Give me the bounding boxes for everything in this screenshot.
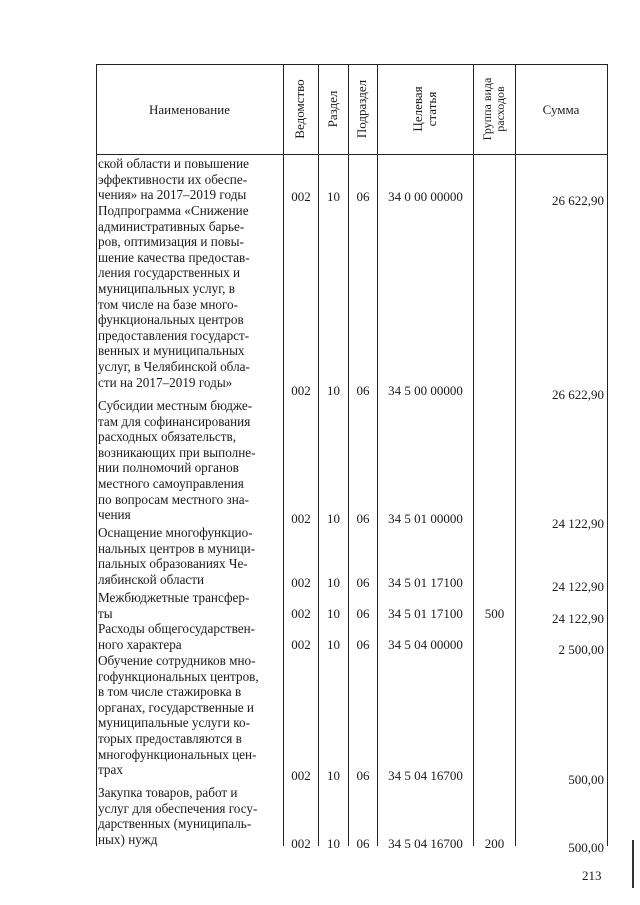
page-number: 213 <box>582 868 602 883</box>
row-target: 34 5 04 00000 <box>388 637 463 652</box>
row-dept: 002 <box>291 575 311 590</box>
column-border <box>515 64 516 846</box>
row-sum: 2 500,00 <box>558 642 604 657</box>
row-section: 10 <box>327 606 340 621</box>
row-exp-group: 200 <box>484 836 505 851</box>
row-sum: 24 122,90 <box>552 611 604 626</box>
row-dept: 002 <box>291 189 311 204</box>
row-dept: 002 <box>291 606 311 621</box>
row-subsection: 06 <box>356 511 370 526</box>
header-bottom-border <box>96 154 608 155</box>
row-sum: 26 622,90 <box>552 387 604 402</box>
row-section: 10 <box>327 189 340 204</box>
row-target: 34 5 00 00000 <box>388 383 463 398</box>
row-subsection: 06 <box>356 383 370 398</box>
row-name: Закупка товаров, работ и услуг для обеспечения госу- дарственных (муниципаль- ных) нужд <box>98 785 258 847</box>
column-border <box>607 64 608 846</box>
row-sum: 500,00 <box>568 840 604 855</box>
row-dept: 002 <box>291 511 311 526</box>
row-section: 10 <box>327 383 340 398</box>
row-subsection: 06 <box>356 189 370 204</box>
header-sum: Сумма <box>542 102 580 117</box>
column-border <box>377 64 378 846</box>
row-section: 10 <box>327 836 340 851</box>
row-name: Подпрограмма «Снижение административных барье- ров, оптимизация и повы- шение качества предостав- ления государственных и муниципальных услуг, в том числе на базе много- функциональных центров предоставления государст- венных и муниципальных услуг, в Челябинской обла- сти на 2017–2019 годы» <box>98 203 250 390</box>
row-name: Субсидии местным бюдже- там для софинансирования расходных обязательств, возникающих при выполне- нии полномочий органов местного самоуправления по вопросам местного зна- чения <box>98 398 256 523</box>
row-sum: 500,00 <box>568 772 604 787</box>
column-border <box>283 64 284 846</box>
row-sum: 24 122,90 <box>552 579 604 594</box>
header-dept: Ведомство <box>292 79 307 139</box>
row-sum: 24 122,90 <box>552 516 604 531</box>
row-name: Межбюджетные трансфер- ты <box>98 590 250 621</box>
row-sum: 26 622,90 <box>552 193 604 208</box>
row-name: ской области и повышение эффективности их обеспе- чения» на 2017–2019 годы <box>98 156 249 203</box>
header-section: Раздел <box>325 90 340 128</box>
row-target: 34 5 04 16700 <box>388 768 463 783</box>
header-subsection: Подраздел <box>354 79 369 139</box>
row-section: 10 <box>327 637 340 652</box>
row-target: 34 0 00 00000 <box>388 189 463 204</box>
row-dept: 002 <box>291 637 311 652</box>
row-subsection: 06 <box>356 637 370 652</box>
header-exp-group: Группа вида расходов <box>480 77 507 141</box>
header-target: Целевая статья <box>410 86 439 132</box>
row-subsection: 06 <box>356 575 370 590</box>
row-target: 34 5 01 17100 <box>388 606 463 621</box>
table-top-border <box>96 64 608 65</box>
row-name: Оснащение многофункцио- нальных центров в муници- пальных образованиях Че- лябинской области <box>98 525 256 587</box>
column-border <box>96 64 97 846</box>
row-section: 10 <box>327 575 340 590</box>
row-name: Расходы общегосударствен- ного характера <box>98 621 256 652</box>
scan-edge-mark <box>632 840 634 888</box>
row-dept: 002 <box>291 836 311 851</box>
row-dept: 002 <box>291 383 311 398</box>
row-section: 10 <box>327 768 340 783</box>
column-border <box>473 64 474 846</box>
row-name: Обучение сотрудников мно- гофункциональных центров, в том числе стажировка в органах, государственные и муниципальные услуги ко- торых предоставляются в многофункциональных цен- трах <box>98 653 259 778</box>
row-section: 10 <box>327 511 340 526</box>
row-dept: 002 <box>291 768 311 783</box>
row-target: 34 5 04 16700 <box>388 836 463 851</box>
row-subsection: 06 <box>356 768 370 783</box>
header-name: Наименование <box>149 102 230 117</box>
column-border <box>348 64 349 846</box>
row-target: 34 5 01 00000 <box>388 511 463 526</box>
row-subsection: 06 <box>356 836 370 851</box>
row-exp-group: 500 <box>484 606 505 621</box>
row-subsection: 06 <box>356 606 370 621</box>
row-target: 34 5 01 17100 <box>388 575 463 590</box>
column-border <box>318 64 319 846</box>
